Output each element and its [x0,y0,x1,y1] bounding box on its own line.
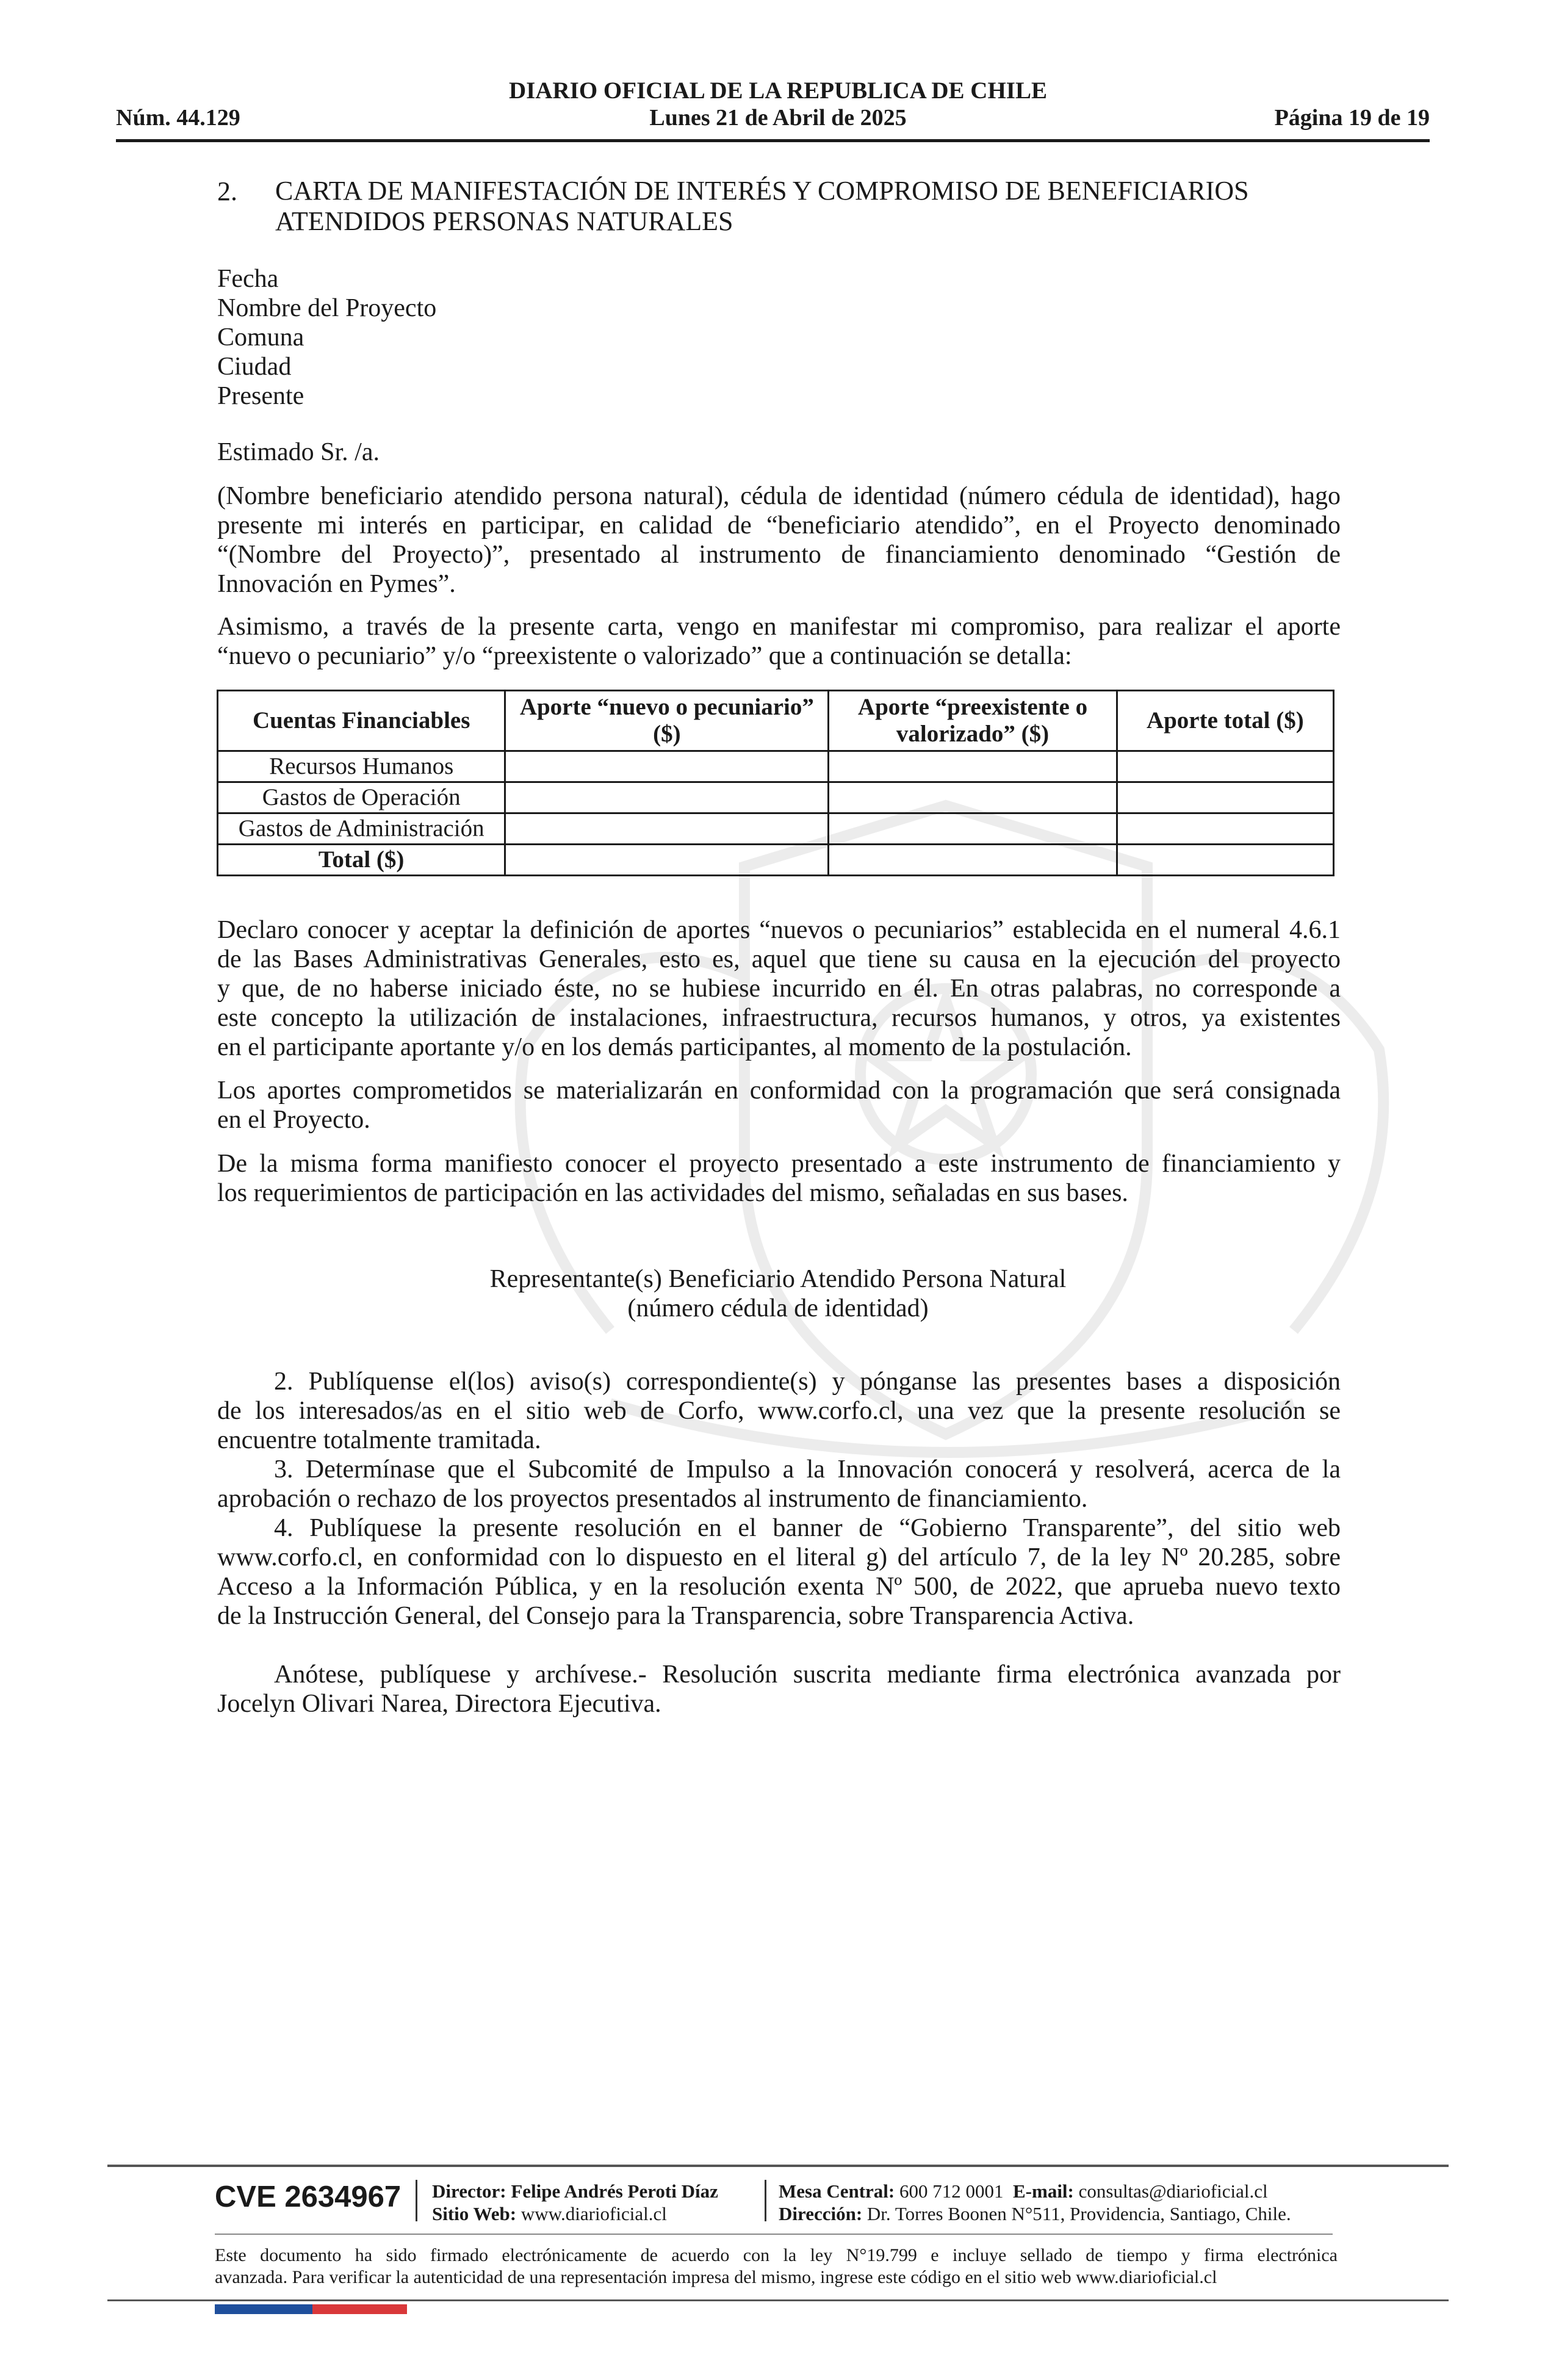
table-total-row [218,845,1334,876]
footer-bottom-rule [107,2299,1449,2301]
empty-cell [829,751,1117,782]
table-row [218,813,1334,845]
column-header: Aporte “nuevo o pecuniario” ($) [505,691,829,751]
salutation: Estimado Sr. /a. [217,438,380,466]
address-line: Fecha [217,265,279,293]
section-title: CARTA DE MANIFESTACIÓN DE INTERÉS Y COMPROMISO DE BENEFICIARIOS ATENDIDOS PERSONAS NATURALES [275,176,1249,236]
resolution-item-4: 4. Publíquese la presente resolución en el banner de “Gobierno Transparente”, del sitio web www.corfo.cl, en conformidad con lo dispuesto en el literal g) del artículo 7, de la ley Nº 20.285, sobre Acceso a la Información Pública, y en la resolución exenta Nº 500, de 2022, que aprueba nuevo texto de la Instrucción General, del Consejo para la Transparencia, sobre Transparencia Activa. [217,1514,1341,1630]
address-line: Comuna [217,323,304,352]
paragraph-commitment: Asimismo, a través de la presente carta, vengo en manifestar mi compromiso, para realizar el aporte “nuevo o pecuniario” y/o “preexistente o valorizado” que a continuación se detalla: [217,613,1341,670]
table-header-row [218,691,1334,751]
header-rule [116,139,1430,142]
resolution-item-2: 2. Publíquense el(los) aviso(s) correspondiente(s) y pónganse las presentes bases a disposición de los interesados/as en el sitio web de Corfo, www.corfo.cl, una vez que la presente resolución se encuentre totalmente tramitada. [217,1368,1341,1454]
paragraph-declaration: Declaro conocer y aceptar la definición de aportes “nuevos o pecuniarios” establecida en el numeral 4.6.1 de las Bases Administrativas Generales, esto es, aquel que tiene su causa en la ejecución del proyecto y que, de no haberse iniciado éste, no se hubiese incurrido en él. En otras palabras, no corresponde a este concepto la utilización de instalaciones, infraestructura, recursos humanos, y otros, ya existentes en el participante aportante y/o en los demás participantes, al momento de la postulación. [217,916,1341,1061]
address-line: Ciudad [217,353,292,381]
footer-signature-note: Este documento ha sido firmado electrónicamente de acuerdo con la ley N°19.799 e incluye sellado de tiempo y firma electrónica avanzada. Para verificar la autenticidad de una representación impresa del mismo, ingrese este código en el sitio web www.diarioficial.cl [215,2245,1338,2287]
paragraph-contributions: Los aportes comprometidos se materializarán en conformidad con la programación que será consignada en el Proyecto. [217,1076,1341,1134]
address-block [217,264,436,411]
flag-bar-red [312,2304,407,2314]
column-header: Aporte “preexistente o valorizado” ($) [829,691,1117,751]
empty-cell [1117,845,1333,876]
total-label: Total ($) [218,845,505,876]
address-line: Nombre del Proyecto [217,294,437,322]
account-label: Gastos de Administración [218,813,505,845]
section-number: 2. [217,176,237,206]
empty-cell [1117,751,1333,782]
flag-bar-blue [215,2304,312,2314]
page-number: Página 19 de 19 [1274,105,1430,131]
footer-separator [416,2180,417,2221]
paragraph-knowledge: De la misma forma manifiesto conocer el proyecto presentado a este instrumento de financiamiento y los requerimientos de participación en las actividades del mismo, señaladas en sus bases. [217,1150,1341,1207]
empty-cell [829,845,1117,876]
issue-number: Núm. 44.129 [116,105,240,131]
signature-block: Representante(s) Beneficiario Atendido Persona Natural (número cédula de identidad) [489,1265,1067,1322]
column-header: Aporte total ($) [1117,691,1333,751]
resolution-item-3: 3. Determínase que el Subcomité de Impulso a la Innovación conocerá y resolverá, acerca de la aprobación o rechazo de los proyectos presentados al instrumento de financiamiento. [217,1455,1341,1513]
account-label: Gastos de Operación [218,782,505,813]
footer-rule [107,2165,1449,2167]
empty-cell [505,782,829,813]
column-header: Cuentas Financiables [218,691,505,751]
table-row [218,782,1334,813]
cve-code: CVE 2634967 [215,2180,402,2213]
empty-cell [505,845,829,876]
contributions-table [217,690,1334,876]
closing-paragraph: Anótese, publíquese y archívese.- Resolución suscrita mediante firma electrónica avanzada por Jocelyn Olivari Narea, Directora Ejecutiva. [217,1661,1341,1718]
footer-email-link[interactable]: consultas@diarioficial.cl [1078,2180,1268,2202]
issue-date: Lunes 21 de Abril de 2025 [649,105,907,131]
account-label: Recursos Humanos [218,751,505,782]
empty-cell [829,813,1117,845]
empty-cell [505,751,829,782]
newspaper-title: DIARIO OFICIAL DE LA REPUBLICA DE CHILE [508,78,1047,104]
footer-director: Director: Felipe Andrés Peroti Díaz Sitio Web: www.diarioficial.cl [432,2180,718,2224]
table-row [218,751,1334,782]
empty-cell [829,782,1117,813]
empty-cell [1117,782,1333,813]
empty-cell [505,813,829,845]
paragraph-interest: (Nombre beneficiario atendido persona natural), cédula de identidad (número cédula de identidad), hago presente mi interés en participar, en calidad de “beneficiario atendido”, en el Proyecto denominado “(Nombre del Proyecto)”, presentado al instrumento de financiamiento denominado “Gestión de Innovación en Pymes”. [217,482,1341,598]
empty-cell [1117,813,1333,845]
footer-site-link[interactable]: www.diarioficial.cl [520,2203,667,2224]
footer-separator [765,2180,766,2221]
footer-contact: Mesa Central: 600 712 0001 E-mail: consultas@diarioficial.cl Dirección: Dr. Torres Boonen N°511, Providencia, Santiago, Chile. [779,2180,1291,2224]
address-line: Presente [217,382,304,410]
footer-divider [215,2234,1333,2235]
